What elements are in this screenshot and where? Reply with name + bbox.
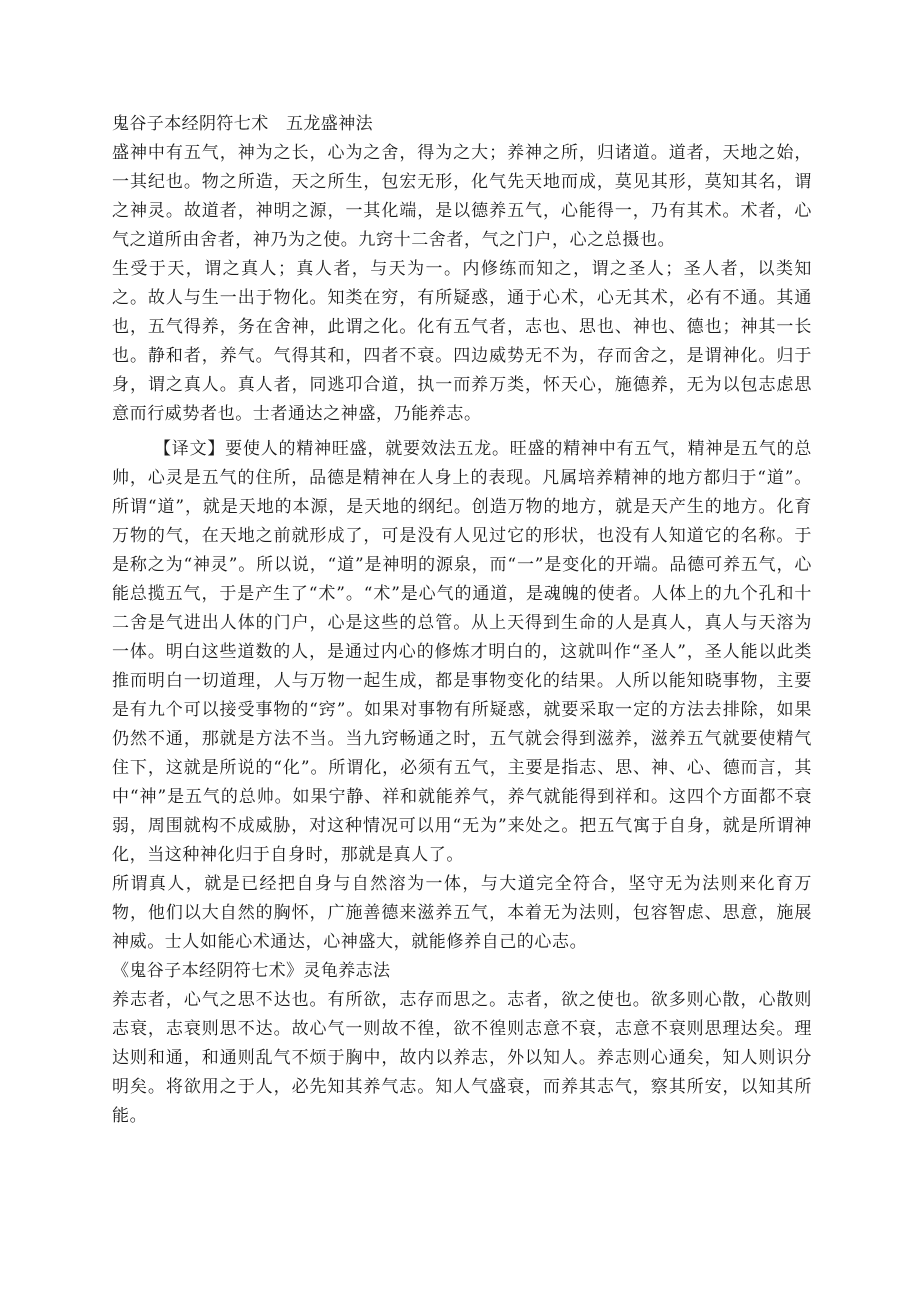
original-text-paragraph-1: 盛神中有五气，神为之长，心为之舍，得为之大；养神之所，归诸道。道者，天地之始，一其纪也。物之所造，天之所生，包宏无形，化气先天地而成，莫见其形，莫知其名，谓之神灵。故道者，神明之源，一其化端，是以德养五气，心能得一，乃有其术。术者，心气之道所由舍者，神乃为之使。九窍十二舍者，气之门户，心之总摄也。 <box>112 143 812 250</box>
original-text-paragraph-2: 生受于天，谓之真人；真人者，与天为一。内修练而知之，谓之圣人；圣人者，以类知之。故人与生一出于物化。知类在穷，有所疑惑，通于心术，心无其术，必有不通。其通也，五气得养，务在舍神，此谓之化。化有五气者，志也、思也、神也、德也；神其一长也。静和者，养气。气得其和，四者不衰。四边威势无不为，存而舍之，是谓神化。归于身，谓之真人。真人者，同逃卭合道，执一而养万类，怀天心，施德养，无为以包志虑思意而行威势者也。士者通达之神盛，乃能养志。 <box>112 259 812 424</box>
section-title-linggui: 《鬼谷子本经阴符七术》灵龟养志法 <box>112 961 391 981</box>
original-text-paragraph-3: 养志者，心气之思不达也。有所欲，志存而思之。志者，欲之使也。欲多则心散，心散则志衰，志衰则思不达。故心气一则故不徨，欲不徨则志意不衰，志意不衰则思理达矣。理达则和通，和通则乱气不烦于胸中，故内以养志，外以知人。养志则心通矣，知人则识分明矣。将欲用之于人，必先知其养气志。知人气盛衰，而养其志气，察其所安，以知其所能。 <box>112 990 812 1126</box>
document-page <box>112 110 812 1131</box>
translation-paragraph-continued: 所谓真人，就是已经把自身与自然溶为一体，与大道完全符合，坚守无为法则来化育万物，他们以大自然的胸怀，广施善德来滋养五气，本着无为法则，包容智虑、思意，施展神威。士人如能心术通达，心神盛大，就能修养自己的心志。 <box>112 874 812 952</box>
translation-paragraph: 【译文】要使人的精神旺盛，就要效法五龙。旺盛的精神中有五气，精神是五气的总帅，心灵是五气的住所，品德是精神在人身上的表现。凡属培养精神的地方都归于“道”。所谓“道”，就是天地的本源，是天地的纲纪。创造万物的地方，就是天产生的地方。化育万物的气，在天地之前就形成了，可是没有人见过它的形状，也没有人知道它的名称。于是称之为“神灵”。所以说，“道”是神明的源泉，而“一”是变化的开端。品德可养五气，心能总揽五气，于是产生了“术”。“术”是心气的通道，是魂魄的使者。人体上的九个孔和十二舍是气进出人体的门户，心是这些的总管。从上天得到生命的人是真人，真人与天溶为一体。明白这些道数的人，是通过内心的修炼才明白的，这就叫作“圣人”，圣人能以此类推而明白一切道理，人与万物一起生成，都是事物变化的结果。人所以能知晓事物，主要是有九个可以接受事物的“窍”。如果对事物有所疑惑，就要采取一定的方法去排除，如果仍然不通，那就是方法不当。当九窍畅通之时，五气就会得到滋养，滋养五气就要使精气住下，这就是所说的“化”。所谓化，必须有五气，主要是指志、思、神、心、德而言，其中“神”是五气的总帅。如果宁静、祥和就能养气，养气就能得到祥和。这四个方面都不衰弱，周围就构不成威胁，对这种情况可以用“无为”来处之。把五气寓于自身，就是所谓神化，当这种神化归于自身时，那就是真人了。 <box>112 439 812 865</box>
section-title-wulong: 鬼谷子本经阴符七术 五龙盛神法 <box>112 114 373 134</box>
